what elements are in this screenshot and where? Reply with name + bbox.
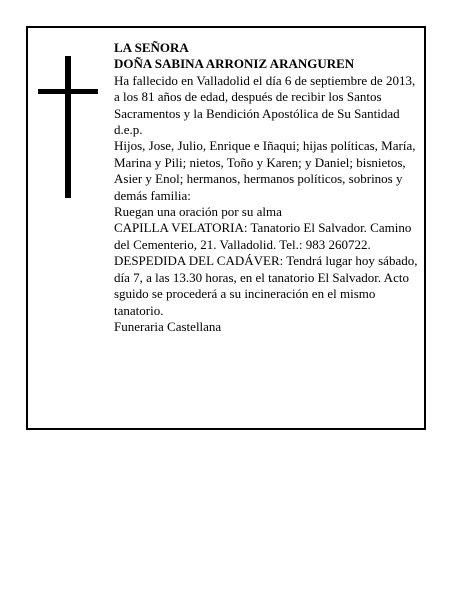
- cross-horizontal-bar: [38, 89, 98, 94]
- funeral-home: Funeraria Castellana: [114, 318, 222, 334]
- heading-title: LA SEÑORA: [114, 40, 189, 55]
- rip-text: d.e.p.: [114, 122, 143, 138]
- farewell-info: DESPEDIDA DEL CADÁVER: Tendrá lugar hoy sábado, día 7, a las 13.30 horas, en el tanatorio El Salvador. Acto sguido se procederá a su incineración en el mismo tanatorio.: [114, 253, 418, 318]
- prayer-request: Ruegan una oración por su alma: [114, 204, 282, 220]
- obituary-text: [114, 40, 422, 335]
- cross-icon: [38, 56, 98, 198]
- chapel-info: CAPILLA VELATORIA: Tanatorio El Salvador. Camino del Cementerio, 21. Valladolid. Tel.: 983 260722.: [114, 220, 412, 252]
- obituary-notice: [26, 26, 426, 430]
- cross-vertical-bar: [65, 56, 71, 198]
- death-statement: Ha fallecido en Valladolid el día 6 de septiembre de 2013, a los 81 años de edad, después de recibir los Santos Sacramentos y la Bendición Apostólica de Su Santidad: [114, 72, 416, 121]
- family-list: Hijos, Jose, Julio, Enrique e Iñaqui; hijas políticas, María, Marina y Pili; nietos, Toño y Karen; y Daniel; bisnietos, Asier y Enol; hermanos, hermanos políticos, sobrinos y demás familia:: [114, 138, 416, 203]
- deceased-name: DOÑA SABINA ARRONIZ ARANGUREN: [114, 56, 355, 72]
